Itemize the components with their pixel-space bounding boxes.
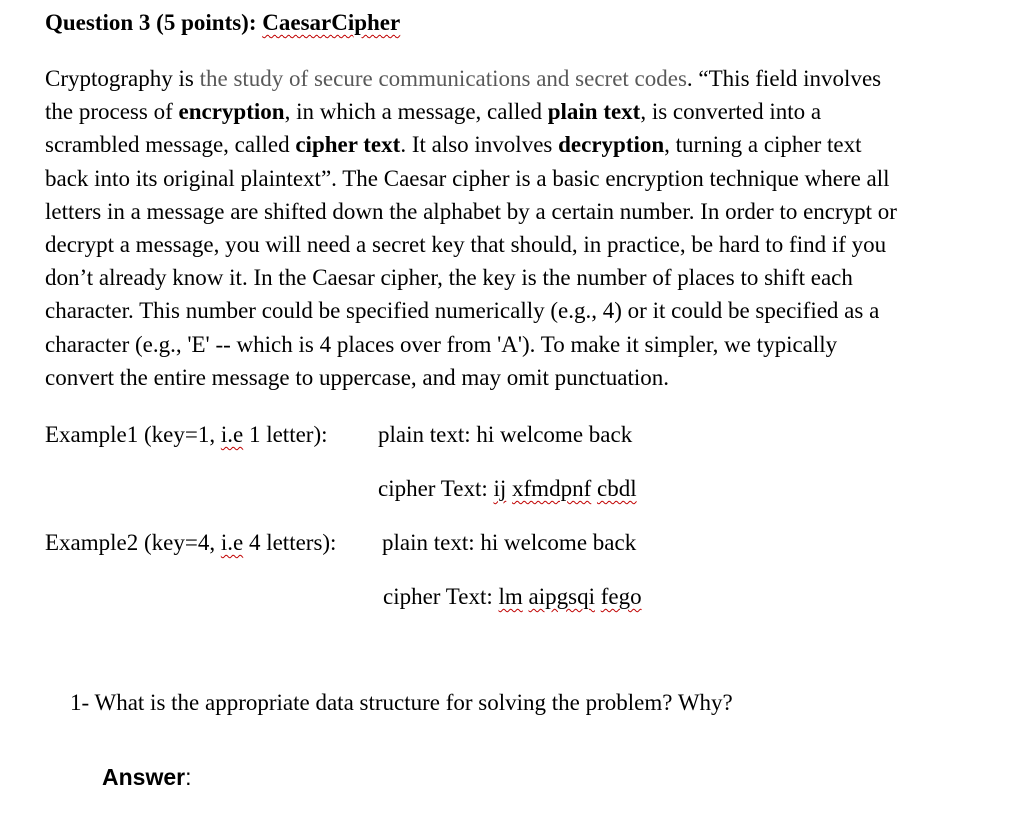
text-run: , turning a cipher text <box>664 132 862 158</box>
cipher-word: ij <box>493 476 507 501</box>
term-plain-text: plain text <box>547 99 641 125</box>
paragraph-line-9: character (e.g., 'E' -- which is 4 places over from 'A'). To make it simpler, we typically <box>45 331 838 357</box>
question-1: 1- What is the appropriate data structure for solving the problem? Why? <box>70 690 733 715</box>
paragraph-line-5: letters in a message are shifted down the alphabet by a certain number. In order to encrypt or <box>45 198 897 224</box>
question-heading-prefix: Question 3 (5 points): <box>45 10 263 35</box>
cipher-word: fego <box>600 584 642 609</box>
example2-plain-text: plain text: hi welcome back <box>382 530 637 555</box>
text-run: 1 letter): <box>243 422 328 447</box>
abbrev-ie: i.e <box>220 530 244 555</box>
text-run: . “This field involves <box>686 66 882 91</box>
text-run: cipher Text: <box>378 476 494 501</box>
text-run: . It also involves <box>400 132 559 158</box>
paragraph-line-3 <box>45 128 1005 161</box>
paragraph-line-10: convert the entire message to uppercase, and may omit punctuation. <box>45 364 669 390</box>
paragraph-line-8: character. This number could be specified numerically (e.g., 4) or it could be specified as a <box>45 298 880 324</box>
cipher-word: lm <box>498 584 523 609</box>
text-run: , in which a message, called <box>284 99 548 125</box>
example2-label <box>45 530 336 556</box>
example1-label <box>45 422 328 448</box>
answer-label: Answer: <box>102 764 192 790</box>
term-encryption: encryption <box>178 99 285 125</box>
text-run: scrambled message, called <box>45 132 296 158</box>
text-run: 4 letters): <box>243 530 337 555</box>
paragraph-line-4: back into its original plaintext”. The Caesar cipher is a basic encryption technique where all <box>45 165 890 191</box>
answer-label-text: Answer <box>102 764 186 790</box>
cipher-word: aipgsqi <box>528 584 595 609</box>
text-run: cipher Text: <box>383 584 499 609</box>
cipher-word: cbdl <box>596 476 637 501</box>
term-decryption: decryption <box>558 132 665 158</box>
example1-plain-text: plain text: hi welcome back <box>378 422 633 447</box>
text-run: Example1 (key=1, <box>45 422 221 447</box>
example2-cipher-text <box>383 584 642 610</box>
description-paragraph <box>45 62 1005 394</box>
question-heading <box>45 10 400 36</box>
question-heading-title: CaesarCipher <box>262 10 401 35</box>
text-run: the process of <box>45 99 179 125</box>
abbrev-ie: i.e <box>220 422 244 447</box>
text-run: Example2 (key=4, <box>45 530 221 555</box>
text-run: , is converted into a <box>640 99 822 125</box>
term-cipher-text: cipher text <box>295 132 401 158</box>
paragraph-line-1 <box>45 62 1005 95</box>
highlighted-definition: the study of secure communications and secret codes <box>199 66 687 91</box>
paragraph-line-7: don’t already know it. In the Caesar cipher, the key is the number of places to shift each <box>45 265 853 291</box>
text-run: Cryptography is <box>45 66 200 91</box>
cipher-word: xfmdpnf <box>512 476 592 501</box>
paragraph-line-6: decrypt a message, you will need a secret key that should, in practice, be hard to find if you <box>45 232 887 258</box>
paragraph-line-2 <box>45 95 1005 128</box>
example1-cipher-text <box>378 476 637 502</box>
